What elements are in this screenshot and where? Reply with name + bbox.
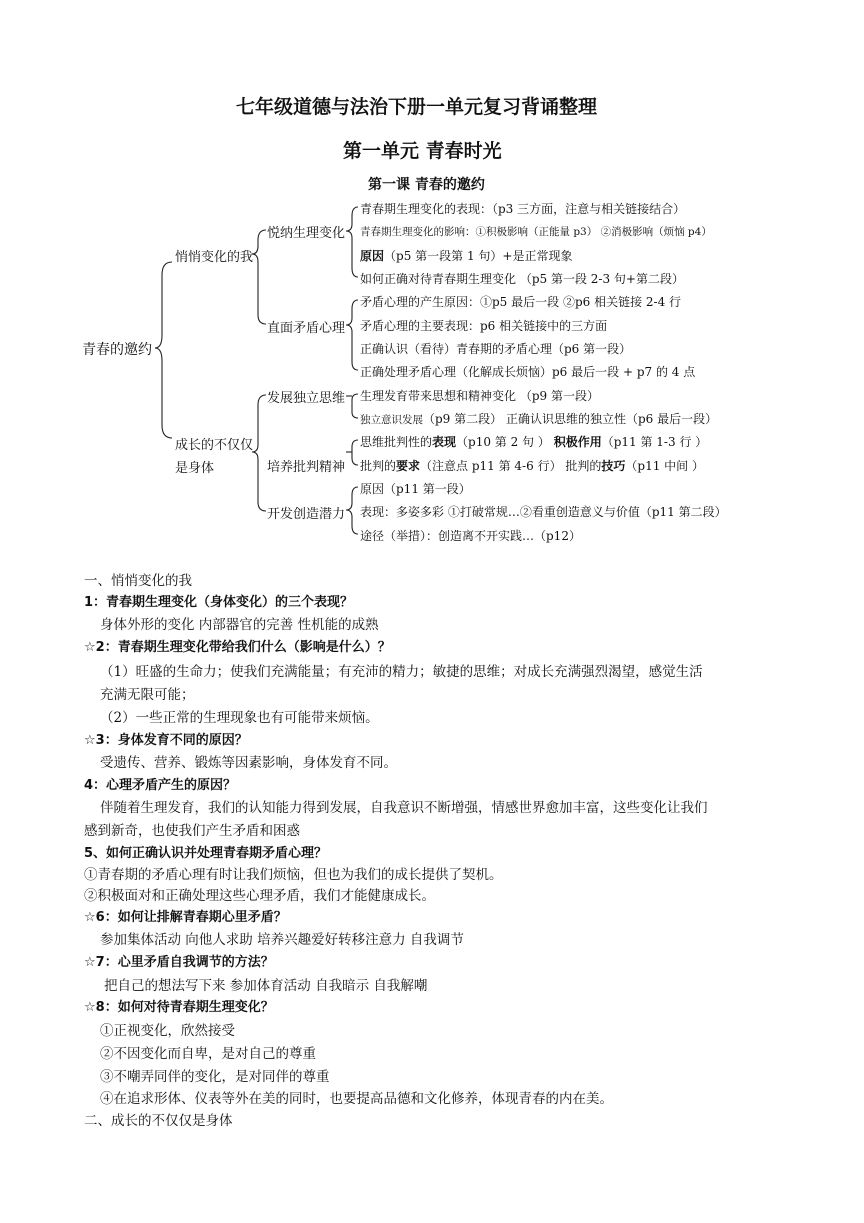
leaf-critical-expression: 思维批判性的表现（p10 第 2 句 ） 积极作用（p11 第 1-3 行 ） bbox=[360, 435, 708, 449]
unit-title: 第一单元 青春时光 bbox=[343, 140, 502, 162]
leaf-contradiction-cause: 矛盾心理的产生原因：①p5 最后一段 ②p6 相关链接 2-4 行 bbox=[360, 295, 682, 309]
answer-2-line-1: （1）旺盛的生命力；使我们充满能量；有充沛的精力；敏捷的思维；对成长充满强烈渴望，感觉生活 bbox=[100, 664, 703, 680]
leaf-critical-requirement: 批判的要求（注意点 p11 第 4-6 行） 批判的技巧（p11 中间 ） bbox=[360, 459, 704, 473]
answer-4-line-2: 感到新奇，也使我们产生矛盾和困惑 bbox=[84, 823, 300, 839]
leaf-independence-develop: 独立意识发展（p9 第二段） 正确认识思维的独立性（p6 最后一段） bbox=[360, 412, 718, 426]
leaf-physical-change-cause: 原因（p5 第一段第 1 句）+是正常现象 bbox=[360, 249, 573, 263]
leaf-contradiction-signs: 矛盾心理的主要表现：p6 相关链接中的三方面 bbox=[360, 319, 608, 333]
branch-changing-me: 悄悄变化的我 bbox=[175, 250, 254, 265]
question-2: ☆2：青春期生理变化带给我们什么（影响是什么）？ bbox=[84, 640, 391, 655]
branch-creativity: 开发创造潜力 bbox=[267, 507, 346, 522]
leaf-physical-change-handling: 如何正确对待青春期生理变化 （p5 第一段 2-3 句+第二段） bbox=[360, 272, 684, 286]
question-5: 5、如何正确认识并处理青春期矛盾心理？ bbox=[84, 846, 328, 861]
answer-5-line-1: ①青春期的矛盾心理有时让我们烦恼，但也为我们的成长提供了契机。 bbox=[84, 867, 503, 883]
answer-1: 身体外形的变化 内部器官的完善 性机能的成熟 bbox=[100, 617, 379, 633]
branch-growth-more-than-body-1: 成长的不仅仅 bbox=[175, 438, 254, 453]
answer-8-line-2: ②不因变化而自卑，是对自己的尊重 bbox=[100, 1046, 316, 1062]
leaf-creativity-path: 途径（举措）：创造离不开实践…（p12） bbox=[360, 529, 581, 543]
branch-growth-more-than-body-2: 是身体 bbox=[175, 461, 215, 476]
leaf-contradiction-view: 正确认识（看待）青春期的矛盾心理（p6 第一段） bbox=[360, 342, 632, 356]
section-heading-1: 一、悄悄变化的我 bbox=[84, 573, 192, 589]
answer-8-line-1: ①正视变化，欣然接受 bbox=[100, 1023, 235, 1039]
leaf-contradiction-handle: 正确处理矛盾心理（化解成长烦恼）p6 最后一段 + p7 的 4 点 bbox=[360, 365, 696, 379]
leaf-thinking-change: 生理发育带来思想和精神变化 （p9 第一段） bbox=[360, 389, 599, 403]
answer-7: 把自己的想法写下来 参加体育活动 自我暗示 自我解嘲 bbox=[104, 978, 428, 994]
answer-8-line-4: ④在追求形体、仪表等外在美的同时，也要提高品德和文化修养，体现青春的内在美。 bbox=[100, 1091, 613, 1107]
answer-3: 受遗传、营养、锻炼等因素影响，身体发育不同。 bbox=[100, 755, 397, 771]
branch-critical-spirit: 培养批判精神 bbox=[267, 460, 346, 475]
mindmap-root: 青春的邀约 bbox=[82, 342, 152, 358]
leaf-physical-change-signs: 青春期生理变化的表现：（p3 三方面，注意与相关链接结合） bbox=[360, 202, 686, 216]
question-7: ☆7：心里矛盾自我调节的方法？ bbox=[84, 955, 274, 970]
branch-independent-thinking: 发展独立思维 bbox=[267, 391, 346, 406]
answer-4-line-1: 伴随着生理发育，我们的认知能力得到发展，自我意识不断增强，情感世界愈加丰富，这些变化让我们 bbox=[100, 800, 708, 816]
leaf-physical-change-effects: 青春期生理变化的影响：①积极影响（正能量 p3） ②消极影响（烦恼 p4） bbox=[360, 226, 712, 238]
branch-face-contradiction: 直面矛盾心理 bbox=[267, 321, 346, 336]
question-6: ☆6：如何让排解青春期心里矛盾？ bbox=[84, 910, 287, 925]
question-4: 4：心理矛盾产生的原因？ bbox=[84, 778, 237, 793]
answer-2-line-2: 充满无限可能； bbox=[100, 687, 195, 703]
document-title: 七年级道德与法治下册一单元复习背诵整理 bbox=[236, 96, 598, 118]
section-heading-2: 二、成长的不仅仅是身体 bbox=[84, 1113, 233, 1129]
answer-8-line-3: ③不嘲弄同伴的变化，是对同伴的尊重 bbox=[100, 1069, 330, 1085]
answer-5-line-2: ②积极面对和正确处理这些心理矛盾，我们才能健康成长。 bbox=[84, 888, 435, 904]
answer-2-line-3: （2）一些正常的生理现象也有可能带来烦恼。 bbox=[100, 710, 379, 726]
leaf-creativity-expression: 表现：多姿多彩 ①打破常规…②看重创造意义与价值（p11 第二段） bbox=[360, 505, 727, 519]
question-3: ☆3：身体发育不同的原因？ bbox=[84, 733, 248, 748]
branch-accept-physical-change: 悦纳生理变化 bbox=[267, 226, 346, 241]
leaf-creativity-cause: 原因（p11 第一段） bbox=[360, 482, 471, 496]
lesson-title: 第一课 青春的邀约 bbox=[368, 177, 485, 193]
question-8: ☆8：如何对待青春期生理变化？ bbox=[84, 1000, 274, 1015]
answer-6: 参加集体活动 向他人求助 培养兴趣爱好转移注意力 自我调节 bbox=[100, 932, 464, 948]
question-1: 1：青春期生理变化（身体变化）的三个表现？ bbox=[84, 595, 354, 610]
